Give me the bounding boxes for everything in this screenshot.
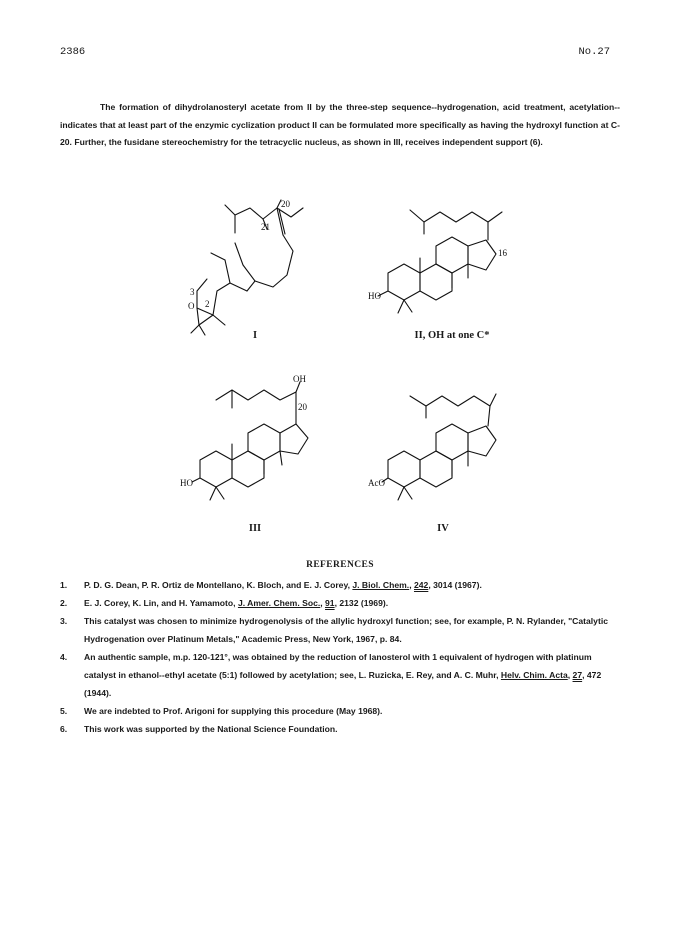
label-ho: HO [180,478,193,488]
bond-gem-methyl-2 [191,325,199,333]
bond-side-chain [410,210,502,222]
caption-structure-i: I [252,330,258,341]
reference-volume: 242 [413,580,429,590]
ring-b [232,451,264,487]
structure-iii-drawing [180,372,330,512]
body-paragraph: The formation of dihydrolanosteryl acetate from II by the three-step sequence--hydrogenation, acid treatment, acetylation--indicates that at least part of the enzymic cyclization product II can be formulated more specifically as having the hydroxyl function at C-20. Further, the fusidane stereochemistry for the tetracyclic nucleus, as shown in III, receives independent support (6). [60,102,620,147]
reference-item-1 [60,576,626,594]
caption-structure-iv: IV [437,523,449,534]
bond-ho [192,478,200,482]
bond-ring-link [247,281,255,291]
bond-lower-left [197,279,213,315]
structure-iv [368,388,518,513]
reference-separator: , [409,580,412,590]
ring-a [388,264,420,300]
bond-side-chain [410,394,496,406]
label-c20: 20 [298,402,307,412]
ring-c [248,424,280,460]
label-c16: 16 [498,248,507,258]
label-c21: 21 [261,222,270,232]
bond-chain-top [225,205,303,219]
reference-journal: Helv. Chim. Acta [500,670,568,680]
reference-pages-year: , 2132 (1969). [334,598,389,608]
bond-gem-1 [398,487,404,500]
reference-item-3 [60,612,626,648]
structure-iii [180,372,330,512]
reference-pages-year: , 472 (1944). [84,670,602,698]
bond-gem-2 [404,300,412,312]
reference-pages-year: , 3014 (1967). [428,580,482,590]
page-header [60,46,610,60]
bond-epoxide-2 [199,315,213,325]
page-number: 2386 [60,46,86,58]
bond-side-chain [216,390,296,400]
structure-ii-tetracyclic [368,198,528,323]
structure-iv-drawing [368,388,518,513]
bond-epoxide [197,308,199,325]
bond-gem-methyl [199,325,205,335]
reference-authors: P. D. G. Dean, P. R. Ortiz de Montellano, K. Bloch, and E. J. Corey, [84,580,350,590]
ring-b [420,264,452,300]
references-heading: REFERENCES [306,560,374,570]
label-oxygen: O [188,301,195,311]
reference-text: This catalyst was chosen to minimize hydrogenolysis of the allylic hydroxyl function; see, for example, P. N. Rylander, "Catalytic Hydrogenation over Platinum Metals," Academic Press, New York, 1967, p. 84. [84,616,608,644]
journal-issue-number: No.27 [578,46,610,58]
bond-gem-1 [210,487,216,500]
reference-item-2 [60,594,626,612]
reference-item-5 [60,702,626,720]
reference-number: 2. [60,598,68,608]
label-c3: 3 [190,287,195,297]
reference-journal: J. Biol. Chem. [352,580,410,590]
ring-c [436,237,468,273]
label-oh: OH [293,374,306,384]
reference-separator: , [320,598,323,608]
label-aco: AcO [368,478,385,488]
caption-structure-iii: III [248,523,262,534]
reference-number: 4. [60,652,68,662]
reference-text: This work was supported by the National Science Foundation. [84,724,338,734]
reference-volume: 27 [572,670,583,680]
reference-number: 1. [60,580,68,590]
ring-c [436,424,468,460]
bond-gem-2 [216,487,224,499]
reference-journal: J. Amer. Chem. Soc. [237,598,321,608]
bond-left-chain [213,283,247,325]
structure-ii-drawing [368,198,528,323]
reference-authors: E. J. Corey, K. Lin, and H. Yamamoto, [84,598,236,608]
ring-d [468,240,496,270]
reference-text: We are indebted to Prof. Arigoni for supplying this procedure (May 1968). [84,706,383,716]
ring-b [420,451,452,487]
structure-i-drawing [185,195,320,335]
ring-a [388,451,420,487]
reference-item-4 [60,648,626,702]
reference-number: 3. [60,616,68,626]
bond-gem-1 [398,300,404,313]
bond-macrocycle [235,235,293,287]
reference-text: An authentic sample, m.p. 120-121°, was obtained by the reduction of lanosterol with 1 equivalent of hydrogen with platinum catalyst in ethanol--ethyl acetate (5:1) followed by acetylation; see, L. Ruzicka, E. Rey, and A. C. Muhr, [84,652,592,680]
bond-gem-2 [404,487,412,499]
label-c2: 2 [205,299,210,309]
structure-i-oxidosqualene [185,195,320,335]
label-ho: HO [368,291,381,301]
bond-left-methyl [211,253,225,260]
ring-d [280,424,308,454]
ring-a [200,451,232,487]
reference-volume: 91 [325,598,335,608]
references-list [60,576,626,738]
label-c20: 20 [281,199,290,209]
reference-number: 6. [60,724,68,734]
caption-structure-ii: II, OH at one C* [414,330,490,341]
reference-item-6 [60,720,626,738]
bond-chain-to-ring [488,406,490,426]
bond-left-up [225,260,230,283]
bond-methyl-14 [280,451,282,465]
reference-number: 5. [60,706,68,716]
reference-separator: , [567,670,571,680]
ring-d [468,426,496,456]
